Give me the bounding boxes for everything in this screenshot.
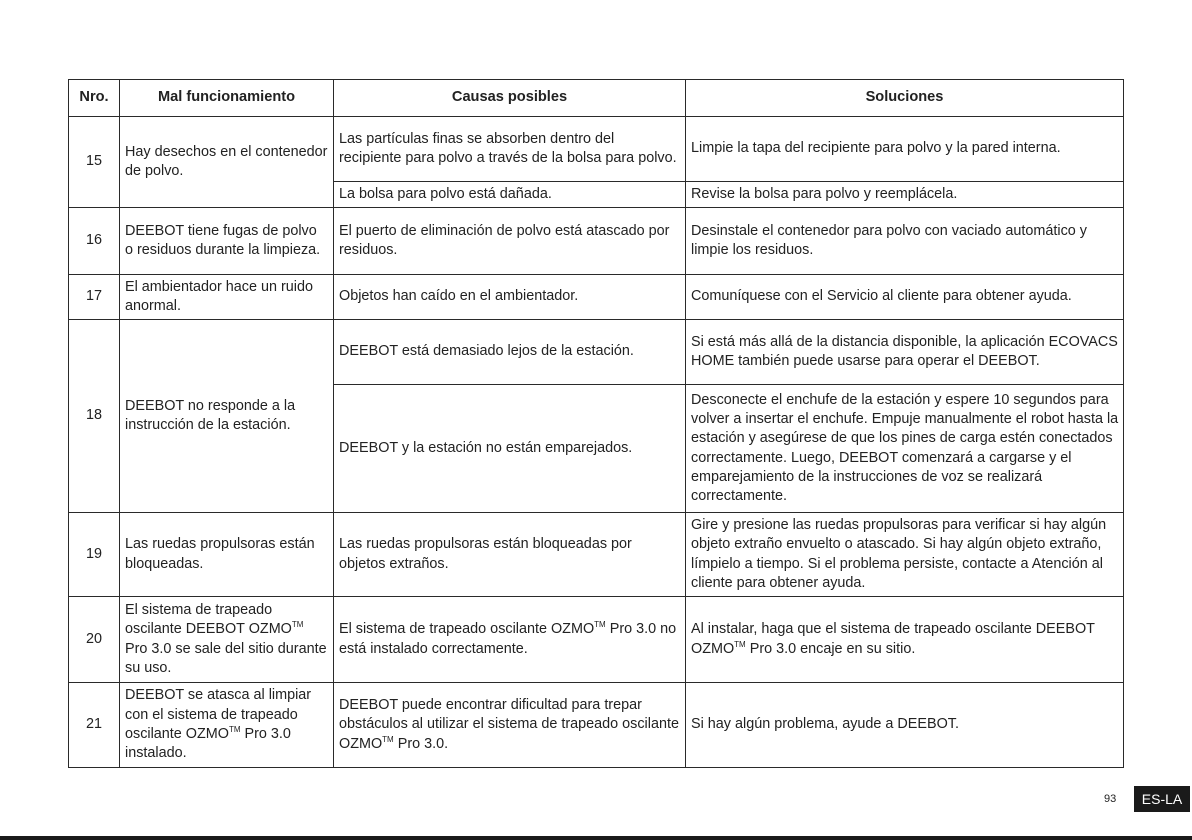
- cause-text: Pro 3.0 no está instalado correctamente.: [339, 621, 677, 657]
- table-row: [69, 320, 1124, 385]
- malfunction-cell: [120, 683, 334, 768]
- malfunction-text: Pro 3.0 se sale del sitio durante su uso.: [125, 640, 327, 676]
- cause-cell: Las partículas finas se absorben dentro del recipiente para polvo a través de la bolsa para polvo.: [334, 117, 686, 182]
- row-number: 18: [69, 320, 120, 513]
- cause-text: El sistema de trapeado oscilante OZMO: [339, 621, 595, 638]
- trademark-mark: TM: [382, 734, 394, 744]
- cause-cell: DEEBOT y la estación no están emparejados.: [334, 385, 686, 513]
- malfunction-text: El sistema de trapeado oscilante DEEBOT OZMO: [125, 601, 292, 638]
- solution-cell: Si hay algún problema, ayude a DEEBOT.: [686, 683, 1124, 768]
- language-badge: ES-LA: [1134, 786, 1190, 812]
- bottom-rule: [0, 836, 1192, 840]
- table-row: [69, 117, 1124, 182]
- trademark-mark: TM: [734, 639, 746, 649]
- cause-text: Pro 3.0.: [393, 735, 449, 752]
- cause-cell: Las ruedas propulsoras están bloqueadas por objetos extraños.: [334, 513, 686, 597]
- malfunction-text: DEEBOT se atasca al limpiar con el sistema de trapeado oscilante OZMO: [125, 687, 312, 742]
- solution-cell: Desinstale el contenedor para polvo con vaciado automático y limpie los residuos.: [686, 208, 1124, 275]
- header-causes: Causas posibles: [334, 80, 686, 117]
- solution-cell: Gire y presione las ruedas propulsoras para verificar si hay algún objeto extraño envuelto o atascado. Si hay algún objeto extraño, límpielo a tiempo. Si el problema persiste, contacte a Atención al cliente para obtener ayuda.: [686, 513, 1124, 597]
- trademark-mark: TM: [291, 620, 304, 630]
- solution-text: Al instalar, haga que el sistema de trapeado oscilante DEEBOT OZMO: [691, 621, 1095, 657]
- trademark-mark: TM: [228, 725, 241, 734]
- cause-cell: La bolsa para polvo está dañada.: [334, 182, 686, 208]
- solution-cell: Revise la bolsa para polvo y reemplácela.: [686, 182, 1124, 208]
- page-number: 93: [1104, 793, 1117, 805]
- solution-text: Pro 3.0 encaje en su sitio.: [745, 640, 916, 657]
- header-malfunction: Mal funcionamiento: [120, 80, 334, 117]
- row-number: 21: [69, 683, 120, 768]
- malfunction-cell: [120, 597, 334, 683]
- solution-cell: Comuníquese con el Servicio al cliente para obtener ayuda.: [686, 275, 1124, 320]
- table-row: [69, 683, 1124, 768]
- table-row: [69, 597, 1124, 683]
- row-number: 17: [69, 275, 120, 320]
- malfunction-text: Pro 3.0 instalado.: [125, 726, 291, 762]
- row-number: 15: [69, 117, 120, 208]
- malfunction-cell: DEEBOT tiene fugas de polvo o residuos durante la limpieza.: [120, 208, 334, 275]
- malfunction-cell: El ambientador hace un ruido anormal.: [120, 275, 334, 320]
- malfunction-cell: DEEBOT no responde a la instrucción de la estación.: [120, 320, 334, 513]
- header-solutions: Soluciones: [686, 80, 1124, 117]
- solution-cell: Si está más allá de la distancia disponible, la aplicación ECOVACS HOME también puede usarse para operar el DEEBOT.: [686, 320, 1124, 385]
- row-number: 16: [69, 208, 120, 275]
- malfunction-cell: Hay desechos en el contenedor de polvo.: [120, 117, 334, 208]
- table-row: [69, 275, 1124, 320]
- malfunction-cell: Las ruedas propulsoras están bloqueadas.: [120, 513, 334, 597]
- trademark-mark: TM: [594, 620, 606, 630]
- cause-cell: [334, 683, 686, 768]
- row-number: 20: [69, 597, 120, 683]
- cause-text: DEEBOT puede encontrar dificultad para trepar obstáculos al utilizar el sistema de trapeado oscilante OZMO: [339, 697, 679, 752]
- cause-cell: [334, 597, 686, 683]
- troubleshooting-table: [68, 79, 1124, 768]
- cause-cell: DEEBOT está demasiado lejos de la estación.: [334, 320, 686, 385]
- table-row: [69, 208, 1124, 275]
- cause-cell: Objetos han caído en el ambientador.: [334, 275, 686, 320]
- solution-cell: Desconecte el enchufe de la estación y espere 10 segundos para volver a insertar el enchufe. Empuje manualmente el robot hasta la estación y asegúrese de que los pines de carga estén conectados correctamente. Luego, DEEBOT comenzará a cargarse y el emparejamiento de la instrucciones de voz se realizará correctamente.: [686, 385, 1124, 513]
- solution-cell: Limpie la tapa del recipiente para polvo y la pared interna.: [686, 117, 1124, 182]
- header-nro: Nro.: [69, 80, 120, 117]
- table-header-row: [69, 80, 1124, 117]
- row-number: 19: [69, 513, 120, 597]
- cause-cell: El puerto de eliminación de polvo está atascado por residuos.: [334, 208, 686, 275]
- solution-cell: [686, 597, 1124, 683]
- table-row: [69, 513, 1124, 597]
